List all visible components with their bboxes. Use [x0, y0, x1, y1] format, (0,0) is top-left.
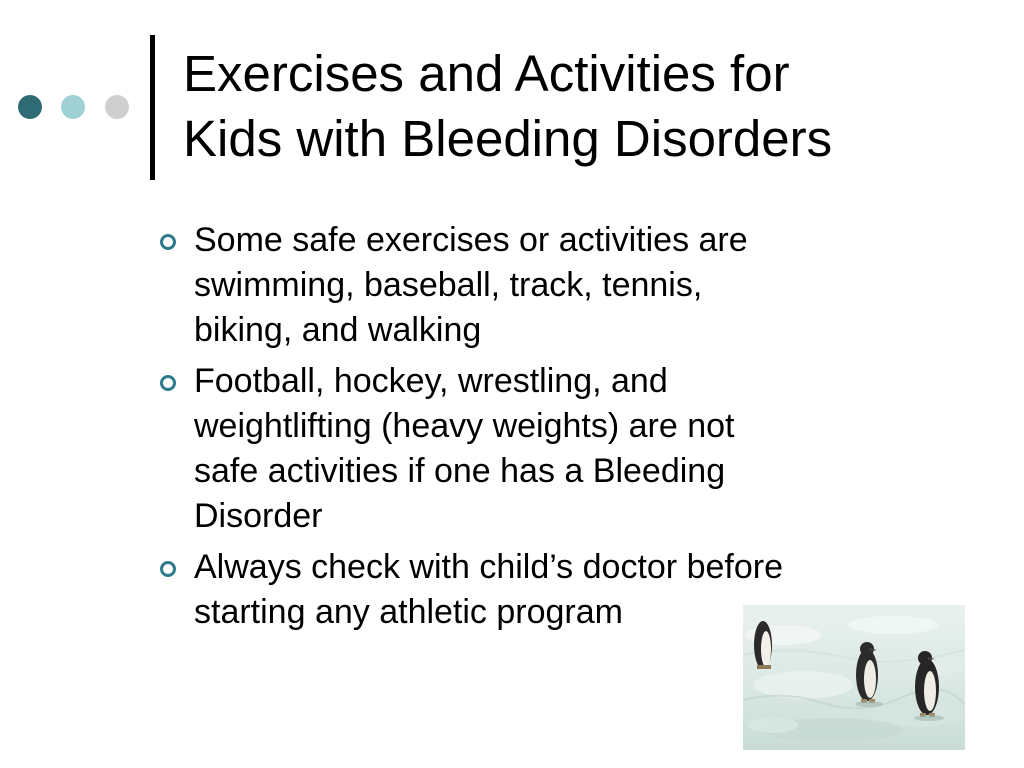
- penguin-left: [754, 621, 772, 669]
- penguins-photo: [743, 605, 965, 750]
- bullet-list: [160, 218, 960, 641]
- bullet-item: [160, 218, 960, 353]
- ring-bullet-icon: [160, 375, 176, 391]
- dot-light-teal: [61, 95, 85, 119]
- title-divider: [150, 35, 155, 180]
- bullet-text: Always check with child’s doctor before starting any athletic program: [194, 548, 783, 631]
- ring-bullet-icon: [160, 234, 176, 250]
- ring-bullet-icon: [160, 561, 176, 577]
- bullet-text: Football, hockey, wrestling, and weightlifting (heavy weights) are not safe activities if one has a Bleeding Disorder: [194, 362, 735, 535]
- dot-dark-teal: [18, 95, 42, 119]
- dot-gray: [105, 95, 129, 119]
- penguins-on-ice-image: [743, 605, 965, 750]
- slide-title: Exercises and Activities for Kids with Bleeding Disorders: [183, 45, 833, 167]
- bullet-item: [160, 359, 960, 539]
- bullet-text: Some safe exercises or activities are swimming, baseball, track, tennis, biking, and walking: [194, 221, 748, 349]
